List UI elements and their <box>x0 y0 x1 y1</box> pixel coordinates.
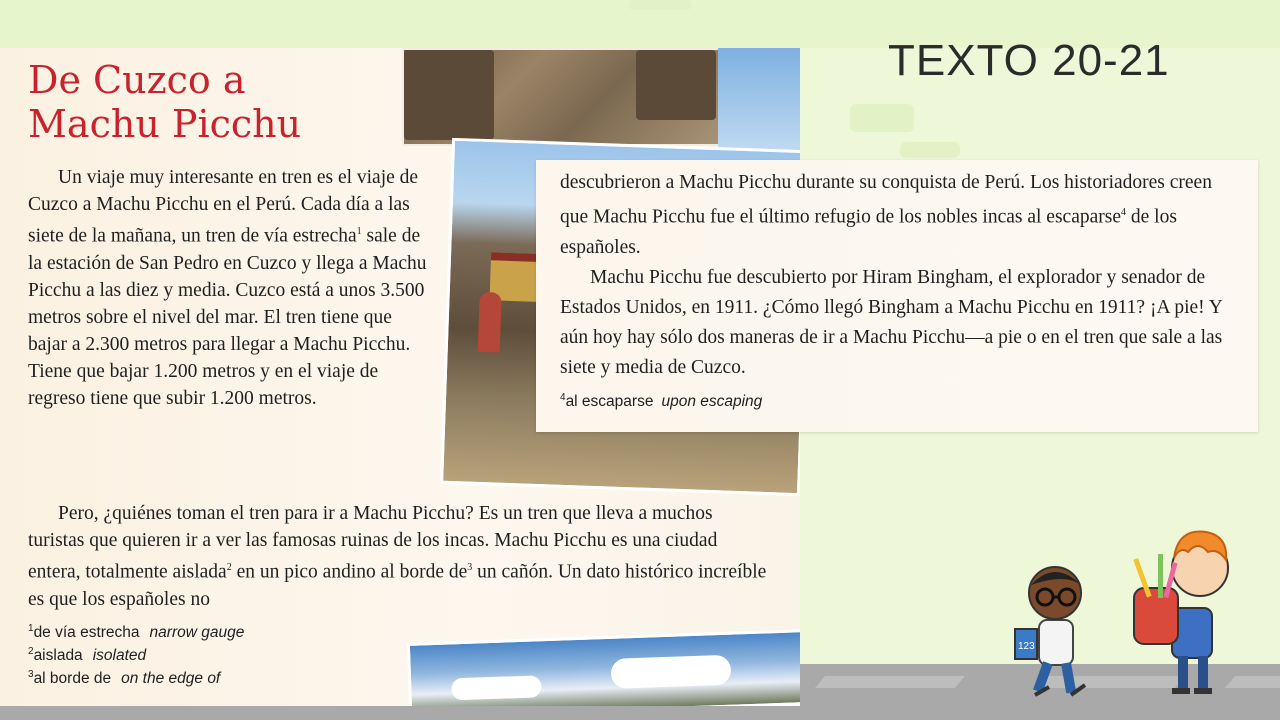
decor-shape <box>628 0 692 10</box>
decor-shape <box>900 142 960 158</box>
footnote-number: 2 <box>28 646 34 657</box>
footnote-mark: 4 <box>1121 207 1126 218</box>
footnote-4 <box>560 392 762 411</box>
inset-continuation-panel <box>536 160 1258 432</box>
inset-paragraph-2: Machu Picchu fue descubierto por Hiram Bingham, el explorador y senador de Estados Unidos, en 1911. ¿Cómo llegó Bingham a Machu Picchu en 1911? ¡A pie! Y aún hoy hay sólo dos maneras de ir a Machu Picchu—a pie o en el tren que sale a las siete y media de Cuzco. <box>560 266 1223 378</box>
ground-stripe <box>815 676 965 688</box>
person-figure <box>478 292 502 353</box>
page-title-line1: De Cuzco a <box>28 58 246 102</box>
mountain-clouds-photo <box>407 629 800 706</box>
paragraph-1-text-cont: sale de la estación de San Pedro en Cuzco y llega a Machu Picchu a las diez y media. Cuzco está a unos 3.500 metros sobre el nivel del mar. El tren tiene que bajar a 2.300 metros para llegar a Machu Picchu. Tiene que bajar 1.200 metros y en el viaje de regreso tiene que subir 1.200 metros. <box>28 225 427 409</box>
footnote-mark: 1 <box>356 226 362 237</box>
footnote-mark: 2 <box>226 562 232 573</box>
footnote-3 <box>28 669 220 688</box>
footnote-number: 3 <box>28 669 34 680</box>
inca-stone-wall-photo <box>402 48 722 146</box>
paragraph-2-text-mid: en un pico andino al borde de <box>231 561 468 583</box>
slide-title: TEXTO 20-21 <box>888 36 1170 85</box>
paragraph-1-text: Un viaje muy interesante en tren es el viaje de Cuzco a Machu Picchu en el Perú. Cada día a las siete de la mañana, un tren de vía estrecha <box>28 167 419 247</box>
decor-shape <box>850 104 914 132</box>
footnote-term: aislada <box>33 647 83 665</box>
footnote-gloss: upon escaping <box>661 393 763 411</box>
inset-paragraph-1-end: de los españoles. <box>560 206 1177 258</box>
footnote-term: al escaparse <box>565 393 654 411</box>
inset-paragraph-1: descubrieron a Machu Picchu durante su conquista de Perú. Los historiadores creen que Machu Picchu fue el último refugio de los nobles incas al escaparse <box>560 172 1212 228</box>
footnote-term: al borde de <box>33 670 112 688</box>
footnote-number: 4 <box>560 392 566 403</box>
paragraph-2 <box>28 500 768 613</box>
paragraph-2-text-end: un cañón. Un dato histórico increíble es que los españoles no <box>28 561 767 610</box>
footnote-term: de vía estrecha <box>33 624 140 642</box>
kid-left-svg <box>1005 555 1105 705</box>
student-boy-with-backpack-illustration <box>1128 518 1248 698</box>
stone-block <box>636 50 716 120</box>
footnote-gloss: narrow gauge <box>149 624 245 642</box>
page-title-line2: Machu Picchu <box>28 102 302 146</box>
page-title <box>28 58 301 146</box>
footnote-2 <box>28 646 146 665</box>
footnote-gloss: isolated <box>92 647 147 665</box>
cloud <box>610 655 731 689</box>
svg-text:123: 123 <box>1018 641 1035 652</box>
sky-photo <box>718 48 800 158</box>
footnote-1 <box>28 623 244 642</box>
student-boy-with-books-illustration <box>1005 555 1105 705</box>
inset-text <box>560 168 1240 383</box>
footnote-number: 1 <box>28 623 34 634</box>
footnote-gloss: on the edge of <box>121 670 221 688</box>
footnote-mark: 3 <box>467 562 473 573</box>
kid-right-svg <box>1128 518 1248 698</box>
paragraph-2-text: Pero, ¿quiénes toman el tren para ir a Machu Picchu? Es un tren que lleva a muchos turistas que quieren ir a ver las famosas ruinas de los incas. Machu Picchu es una ciudad entera, totalmente aislada <box>28 503 718 583</box>
stone-block <box>404 50 494 140</box>
paragraph-1 <box>28 164 428 412</box>
cloud <box>451 675 542 700</box>
